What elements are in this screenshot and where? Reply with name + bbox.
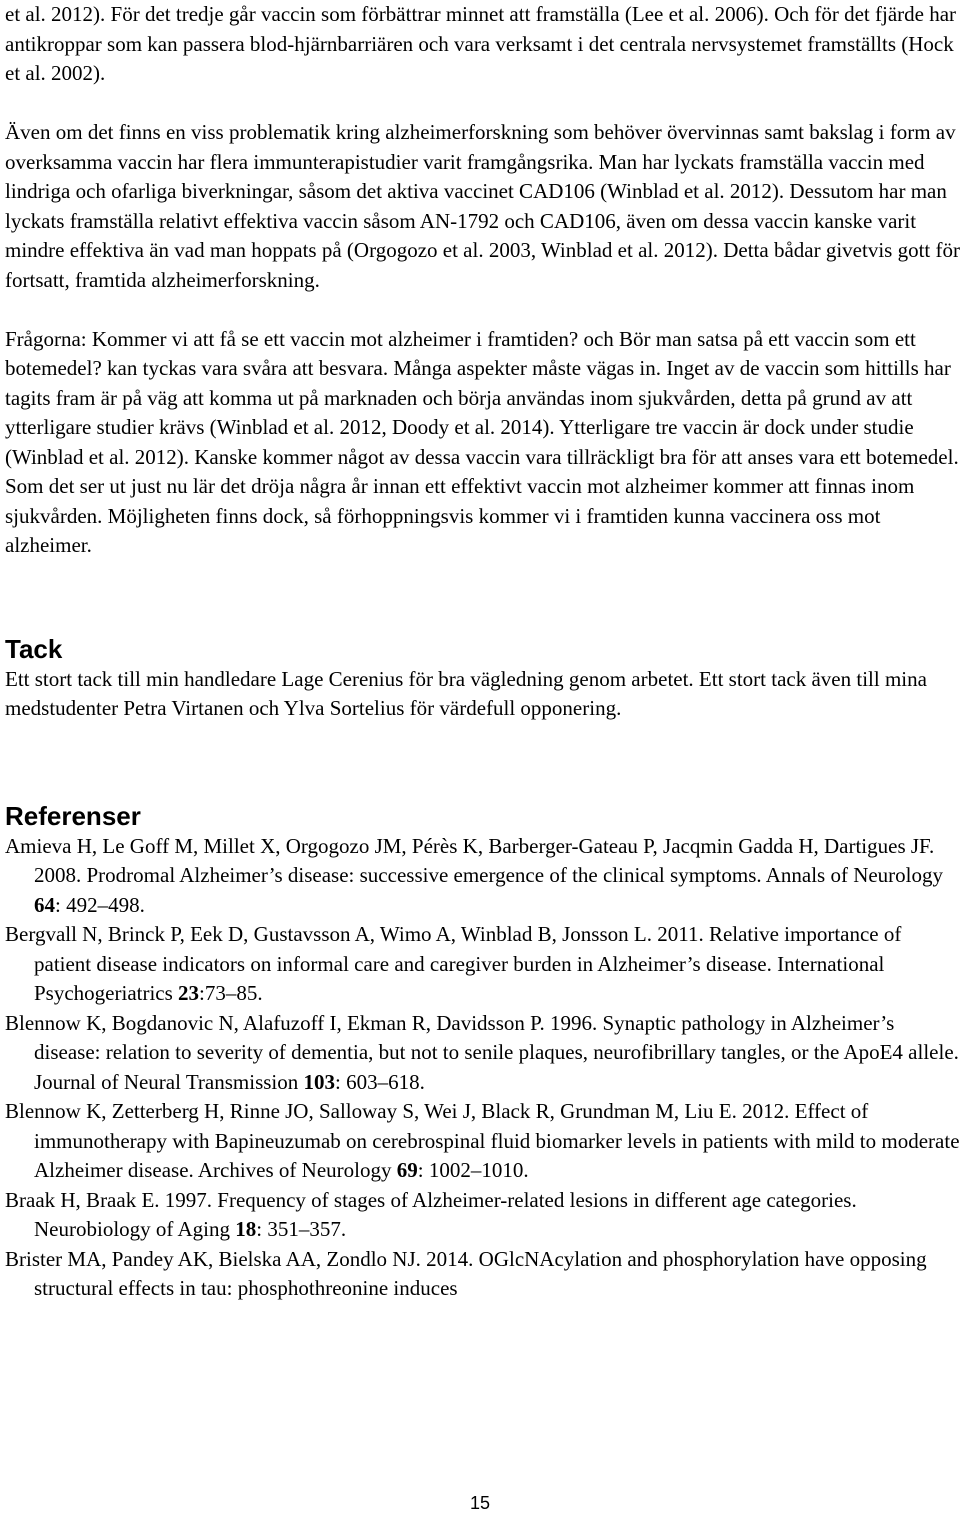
- document-page: [5, 0, 960, 1304]
- reference-item: [5, 832, 960, 921]
- reference-item: [5, 1009, 960, 1098]
- acknowledgements-heading: Tack: [5, 633, 63, 664]
- reference-volume: 103: [303, 1069, 335, 1094]
- reference-text: Braak H, Braak E. 1997. Frequency of stages of Alzheimer-related lesions in different age categories. Neurobiology of Aging: [5, 1187, 857, 1241]
- reference-pages: : 1002–1010.: [417, 1158, 529, 1182]
- reference-item: [5, 1097, 960, 1186]
- reference-volume: 23: [178, 981, 200, 1005]
- reference-text: Bergvall N, Brinck P, Eek D, Gustavsson A, Wimo A, Winblad B, Jonsson L. 2011. Relative importance of patient disease indicators on informal care and caregiver burden in Alzheimer’s disease. International Psychogeriatrics: [5, 922, 902, 1005]
- reference-text: Amieva H, Le Goff M, Millet X, Orgogozo JM, Pérès K, Barberger-Gateau P, Jacqmin Gadda H, Dartigues JF. 2008. Prodromal Alzheimer’s disease: successive emergence of the clinical symptoms. Annals of Neurology: [5, 833, 944, 887]
- reference-pages: : 603–618.: [335, 1069, 425, 1094]
- reference-item: [5, 1186, 960, 1245]
- reference-text: Brister MA, Pandey AK, Bielska AA, Zondlo NJ. 2014. OGlcNAcylation and phosphorylation have opposing structural effects in tau: phosphothreonine induces: [5, 1246, 927, 1300]
- reference-item: [5, 1245, 960, 1304]
- reference-item: [5, 920, 960, 1009]
- reference-text: Blennow K, Bogdanovic N, Alafuzoff I, Ekman R, Davidsson P. 1996. Synaptic pathology in Alzheimer’s disease: relation to severity of dementia, but not to senile plaques, neurofibrillary tangles, or the ApoE4 allele. Journal of Neural Transmission: [5, 1010, 959, 1094]
- reference-text: Blennow K, Zetterberg H, Rinne JO, Salloway S, Wei J, Black R, Grundman M, Liu E. 2012. Effect of immunotherapy with Bapineuzumab on cerebrospinal fluid biomarker levels in patients with mild to moderate Alzheimer disease. Archives of Neurology: [5, 1099, 960, 1182]
- body-paragraph: Frågorna: Kommer vi att få se ett vaccin mot alzheimer i framtiden? och Bör man satsa på ett vaccin som ett botemedel? kan tyckas vara svåra att besvara. Många aspekter måste vägas in. Inget av de vaccin som hittills har tagits fram är på väg att komma ut på marknaden och börja användas inom sjukvården, detta på grund av att ytterligare studier krävs (Winblad et al. 2012, Doody et al. 2014). Ytterligare tre vaccin är dock under studie (Winblad et al. 2012). Kanske kommer något av dessa vaccin vara tillräckligt bra för att anses vara ett botemedel. Som det ser ut just nu lär det dröja några år innan ett effektivt vaccin mot alzheimer kommer att finnas inom sjukvården. Möjligheten finns dock, så förhoppningsvis kommer vi i framtiden kunna vaccinera oss mot alzheimer.: [5, 326, 959, 557]
- references-heading: Referenser: [5, 800, 141, 831]
- reference-list: [5, 832, 960, 1304]
- reference-pages: : 492–498.: [55, 892, 145, 917]
- reference-pages: : 351–357.: [256, 1217, 347, 1241]
- body-paragraph: Även om det finns en viss problematik kring alzheimerforskning som behöver övervinnas samt bakslag i form av overksamma vaccin har flera immunterapistudier varit framgångsrika. Man har lyckats framställa vaccin med lindriga och ofarliga biverkningar, såsom det aktiva vaccinet CAD106 (Winblad et al. 2012). Dessutom har man lyckats framställa relativt effektiva vaccin såsom AN-1792 och CAD106, även om dessa vaccin kanske varit mindre effektiva än vad man hoppats på (Orgogozo et al. 2003, Winblad et al. 2012). Detta bådar givetvis gott för fortsatt, framtida alzheimerforskning.: [5, 120, 960, 292]
- reference-volume: 69: [396, 1158, 418, 1182]
- reference-volume: 64: [34, 892, 55, 917]
- reference-volume: 18: [235, 1217, 257, 1241]
- acknowledgements-text: Ett stort tack till min handledare Lage Cerenius för bra vägledning genom arbetet. Ett stort tack även till mina medstudenter Petra Virtanen och Ylva Sortelius för värdefull opponering.: [5, 666, 927, 720]
- body-paragraph: et al. 2012). För det tredje går vaccin som förbättrar minnet att framställa (Lee et al. 2006). Och för det fjärde har antikroppar som kan passera blod-hjärnbarriären och vara verksamt i det centrala nervsystemet framställts (Hock et al. 2002).: [5, 2, 957, 85]
- page-number: 15: [469, 1493, 491, 1513]
- reference-pages: :73–85.: [199, 981, 263, 1005]
